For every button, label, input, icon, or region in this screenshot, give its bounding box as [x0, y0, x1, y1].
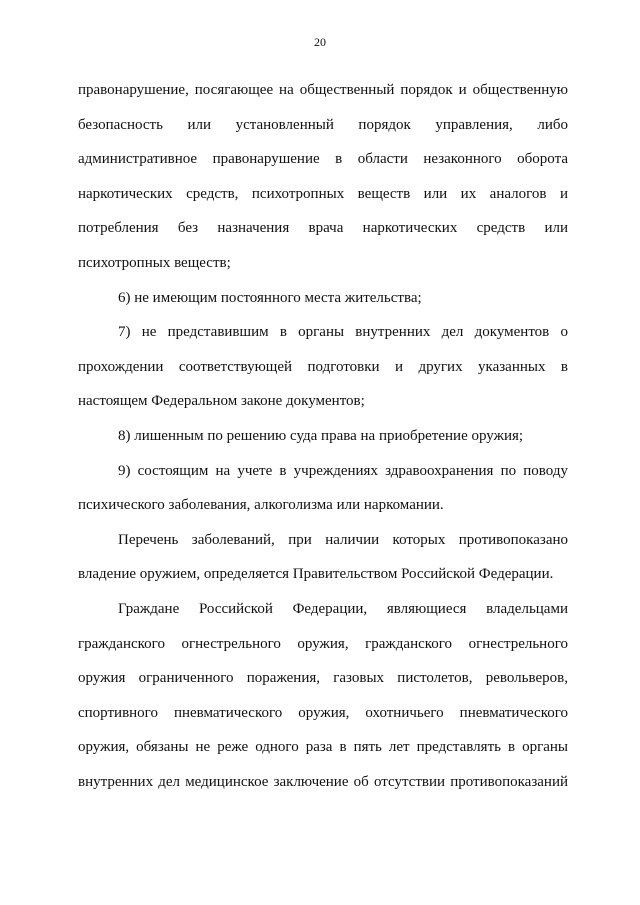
text-line: Граждане Российской Федерации, являющиеся владельцами — [118, 600, 568, 617]
page-number: 20 — [314, 35, 326, 49]
paragraph-item-7 — [78, 315, 568, 419]
text-line: оружия ограниченного поражения, газовых пистолетов, револьверов, — [78, 670, 568, 687]
text-line: владение оружием, определяется Правительством Российской Федерации. — [78, 566, 554, 583]
text-line: 6) не имеющим постоянного места жительства; — [118, 289, 422, 306]
text-line: правонарушение, посягающее на общественный порядок и общественную — [78, 82, 568, 98]
document-body — [78, 73, 568, 799]
text-line: наркотических средств, психотропных веществ или их аналогов и — [78, 185, 568, 202]
text-line: внутренних дел медицинское заключение об отсутствии противопоказаний — [78, 773, 568, 790]
text-line: настоящем Федеральном законе документов; — [78, 393, 365, 410]
paragraph-citizens — [78, 592, 568, 800]
paragraph-diseases-list — [78, 523, 568, 592]
paragraph-item-9 — [78, 454, 568, 523]
text-line: 9) состоящим на учете в учреждениях здравоохранения по поводу — [118, 462, 568, 479]
text-line: безопасность или установленный порядок управления, либо — [78, 116, 568, 133]
text-line: потребления без назначения врача наркотических средств или — [78, 220, 568, 237]
text-line: спортивного пневматического оружия, охотничьего пневматического — [78, 704, 568, 721]
paragraph-continuation — [78, 73, 568, 281]
text-line: Перечень заболеваний, при наличии которых противопоказано — [118, 531, 568, 548]
paragraph-item-8 — [78, 419, 568, 454]
text-line: оружия, обязаны не реже одного раза в пять лет представлять в органы — [78, 739, 568, 756]
text-line: 7) не представившим в органы внутренних дел документов о — [118, 324, 568, 341]
text-line: гражданского огнестрельного оружия, гражданского огнестрельного — [78, 635, 568, 652]
text-line: 8) лишенным по решению суда права на приобретение оружия; — [118, 427, 524, 444]
paragraph-item-6 — [78, 281, 568, 316]
text-line: административное правонарушение в области незаконного оборота — [78, 151, 568, 168]
text-line: психического заболевания, алкоголизма или наркомании. — [78, 497, 444, 514]
text-line: психотропных веществ; — [78, 254, 231, 271]
text-line: прохождении соответствующей подготовки и других указанных в — [78, 358, 568, 375]
